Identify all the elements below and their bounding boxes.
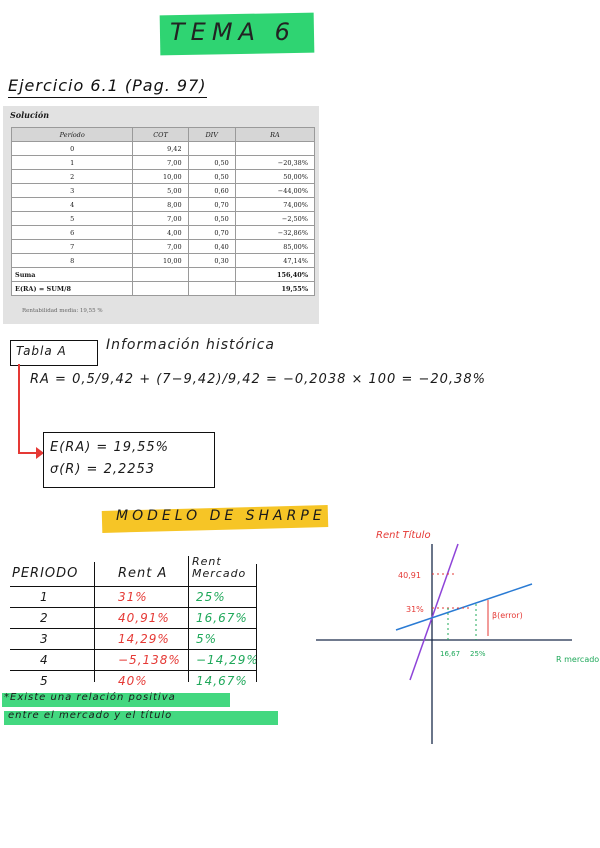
- rent-a-cell: 14,29%: [118, 632, 170, 646]
- cot-cell: 8,00: [133, 198, 188, 212]
- solution-row: [12, 156, 315, 170]
- sum-label: Suma: [12, 268, 133, 282]
- solution-row: [12, 226, 315, 240]
- x-tick-1: 16,67: [440, 650, 461, 658]
- ra-cell: [235, 142, 314, 156]
- sum-row: [12, 268, 315, 282]
- period-cell: 8: [12, 254, 133, 268]
- div-cell: 0,30: [188, 254, 235, 268]
- table-a-label: Tabla A: [16, 344, 67, 358]
- sharpe-title: MODELO DE SHARPE: [116, 508, 326, 524]
- ra-cell: −44,00%: [235, 184, 314, 198]
- rent-mercado-cell: 14,67%: [196, 674, 248, 688]
- y-tick-mid: 31%: [406, 605, 424, 614]
- std-deviation: σ(R) = 2,2253: [50, 462, 156, 477]
- error-annotation: β(error): [492, 611, 523, 620]
- expected-return: E(RA) = 19,55%: [50, 440, 170, 455]
- mean-note: Rentabilidad media: 19,55 %: [22, 308, 103, 314]
- cot-cell: 9,42: [133, 142, 188, 156]
- sum-value: 156,40%: [235, 268, 314, 282]
- rent-a-cell: 40,91%: [118, 611, 170, 625]
- period-cell: 7: [12, 240, 133, 254]
- cot-cell: 7,00: [133, 240, 188, 254]
- cot-cell: 7,00: [133, 212, 188, 226]
- return-formula: RA = 0,5/9,42 + (7−9,42)/9,42 = −0,2038 × 100 = −20,38%: [30, 372, 486, 387]
- x-axis-label: R mercado: [556, 655, 600, 664]
- ra-cell: 74,00%: [235, 198, 314, 212]
- ra-cell: −20,38%: [235, 156, 314, 170]
- div-cell: 0,60: [188, 184, 235, 198]
- table-divider: [94, 562, 95, 682]
- y-axis-label: Rent Título: [376, 530, 431, 541]
- header-periodo: PERIODO: [12, 566, 79, 581]
- table-divider: [188, 556, 189, 682]
- rent-a-cell: 31%: [118, 590, 148, 604]
- periodo-cell: 4: [40, 653, 49, 667]
- table-divider: [256, 564, 257, 682]
- header-rent-mercado: Rent Mercado: [192, 555, 247, 580]
- div-cell: [188, 142, 235, 156]
- cot-cell: 10,00: [133, 254, 188, 268]
- rent-mercado-cell: −14,29%: [196, 653, 259, 667]
- note-line-1: *Existe una relación positiva: [4, 692, 176, 703]
- period-cell: 4: [12, 198, 133, 212]
- period-cell: 6: [12, 226, 133, 240]
- periodo-cell: 1: [40, 590, 49, 604]
- page-title: TEMA 6: [170, 18, 296, 46]
- y-tick-high: 40,91: [398, 571, 421, 580]
- periodo-cell: 3: [40, 632, 49, 646]
- solution-row: [12, 142, 315, 156]
- div-cell: 0,50: [188, 212, 235, 226]
- rent-a-cell: −5,138%: [118, 653, 181, 667]
- header-cot: COT: [133, 128, 188, 142]
- period-cell: 2: [12, 170, 133, 184]
- solution-row: [12, 170, 315, 184]
- ra-cell: 85,00%: [235, 240, 314, 254]
- cot-cell: 10,00: [133, 170, 188, 184]
- expected-value: 19,55%: [235, 282, 314, 296]
- period-cell: 3: [12, 184, 133, 198]
- cot-cell: 7,00: [133, 156, 188, 170]
- rent-a-cell: 40%: [118, 674, 148, 688]
- div-cell: 0,50: [188, 170, 235, 184]
- solution-title: Solución: [10, 110, 50, 120]
- header-period: Período: [12, 128, 133, 142]
- ra-cell: 50,00%: [235, 170, 314, 184]
- cot-cell: 4,00: [133, 226, 188, 240]
- div-cell: 0,70: [188, 226, 235, 240]
- solution-table-body: [12, 142, 315, 268]
- rent-mercado-cell: 16,67%: [196, 611, 248, 625]
- sharpe-sketch-chart: [310, 520, 600, 750]
- period-cell: 1: [12, 156, 133, 170]
- periodo-cell: 5: [40, 674, 49, 688]
- expected-label: E(RA) = SUM/8: [12, 282, 133, 296]
- div-cell: 0,40: [188, 240, 235, 254]
- sharpe-table: [10, 556, 266, 686]
- solution-row: [12, 198, 315, 212]
- expected-row: [12, 282, 315, 296]
- ra-cell: −2,50%: [235, 212, 314, 226]
- arrow-line-vertical: [18, 364, 20, 454]
- example-heading: Ejercicio 6.1 (Pag. 97): [8, 76, 207, 98]
- rent-mercado-cell: 25%: [196, 590, 226, 604]
- div-cell: 0,50: [188, 156, 235, 170]
- period-cell: 5: [12, 212, 133, 226]
- solution-table: [11, 127, 315, 296]
- header-div: DIV: [188, 128, 235, 142]
- ra-cell: −32,86%: [235, 226, 314, 240]
- period-cell: 0: [12, 142, 133, 156]
- header-rent-a: Rent A: [118, 566, 168, 581]
- note-line-2: entre el mercado y el título: [8, 710, 173, 721]
- solution-row: [12, 254, 315, 268]
- rent-mercado-cell: 5%: [196, 632, 218, 646]
- solution-row: [12, 212, 315, 226]
- cot-cell: 5,00: [133, 184, 188, 198]
- solution-row: [12, 240, 315, 254]
- div-cell: 0,70: [188, 198, 235, 212]
- solution-row: [12, 184, 315, 198]
- ra-cell: 47,14%: [235, 254, 314, 268]
- x-tick-2: 25%: [470, 650, 486, 658]
- header-ra: RA: [235, 128, 314, 142]
- periodo-cell: 2: [40, 611, 49, 625]
- historical-info-label: Información histórica: [106, 337, 275, 353]
